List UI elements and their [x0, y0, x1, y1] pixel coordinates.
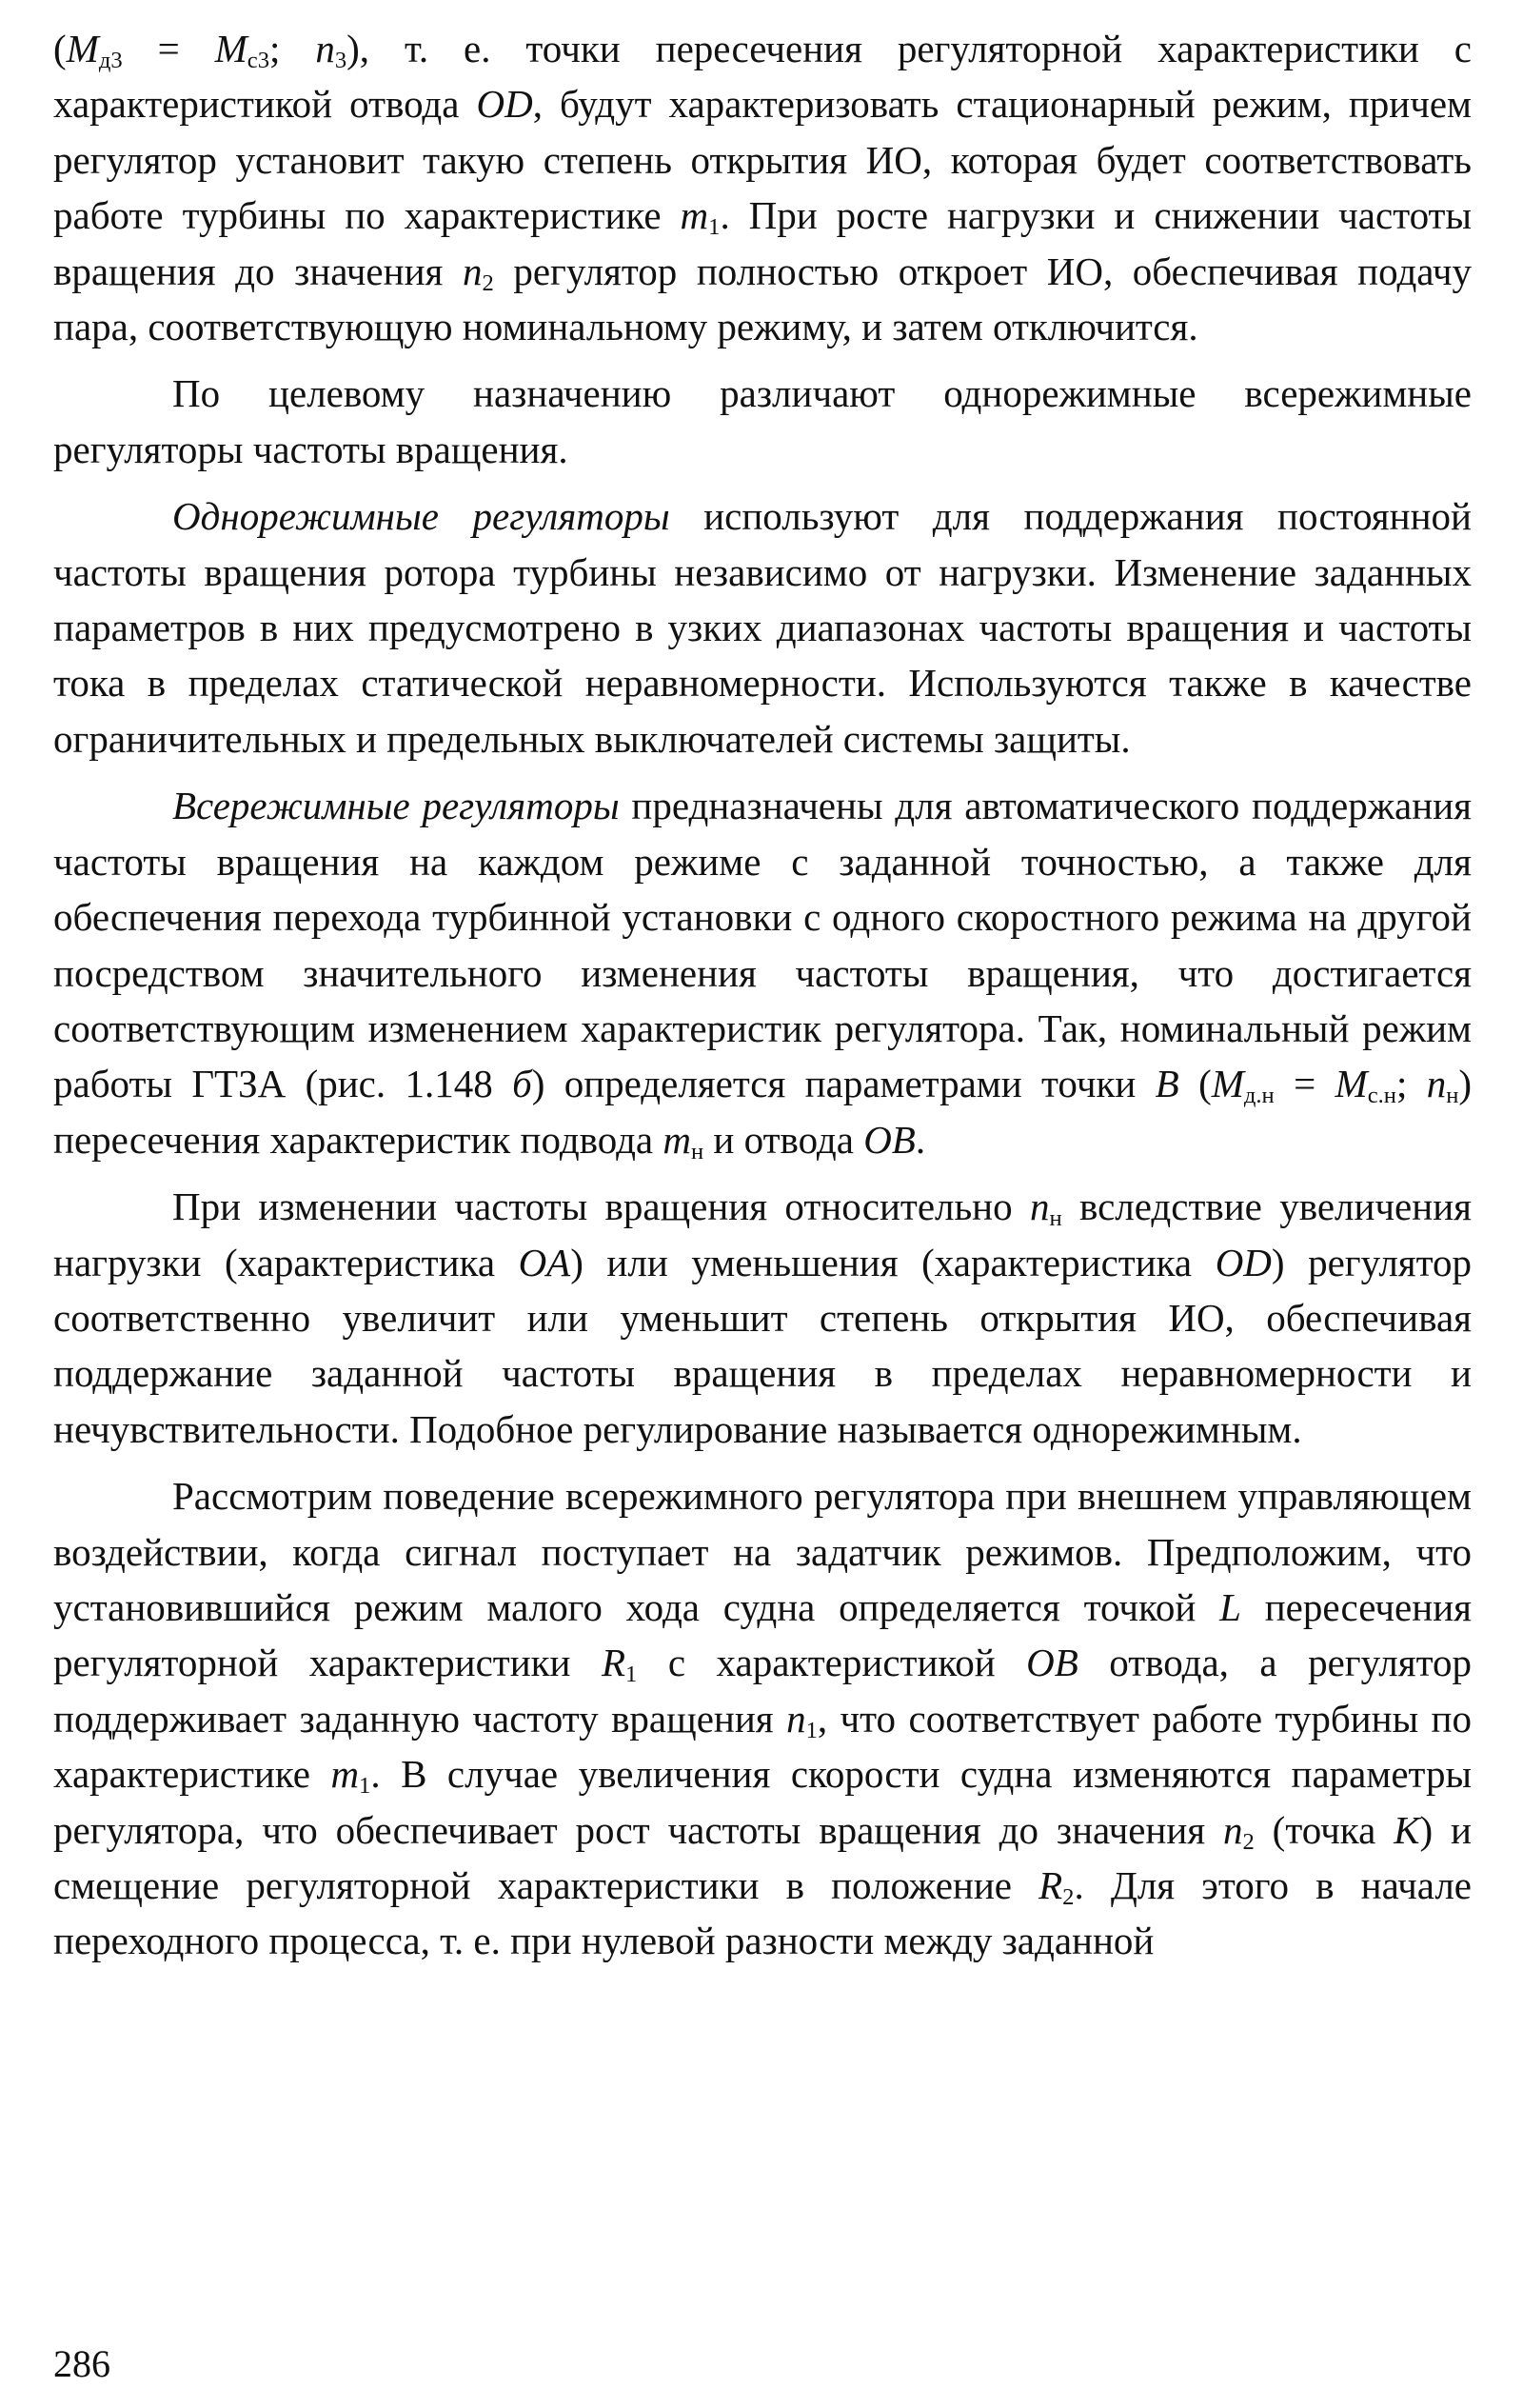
italic-text: L	[1219, 1584, 1241, 1629]
italic-text: n	[315, 27, 335, 70]
paragraph-single-mode	[53, 488, 1472, 766]
text-run: (	[1178, 1062, 1212, 1106]
italic-text: OB	[1026, 1641, 1078, 1685]
text-run: ) и смещение регуляторной характеристики в положение	[53, 1807, 1472, 1907]
text-run: ;	[1395, 1062, 1427, 1106]
italic-text: M	[66, 27, 99, 70]
subscript: с3	[247, 48, 270, 74]
subscript: с.н	[1367, 1083, 1396, 1109]
subscript: н	[1049, 1205, 1062, 1232]
italic-text: n	[786, 1696, 806, 1741]
text-run: пересечения регуляторной характеристики	[53, 1584, 1472, 1685]
subscript: 1	[625, 1662, 638, 1688]
subscript: д.н	[1243, 1083, 1275, 1109]
text-run: ) пересечения характеристик подвода	[53, 1062, 1473, 1162]
text-run: , будут характеризовать стационарный режим, причем регулятор установит такую степень открытия ИО, которая будет соответствовать работе турбины по характеристике	[53, 82, 1472, 238]
text-run: , что соответствует работе турбины по характеристике	[53, 1696, 1472, 1797]
text-run: ), т. е. точки пересечения регуляторной характеристики с характеристикой отвода	[53, 27, 1472, 127]
italic-text: Всережимные регуляторы	[172, 784, 620, 828]
italic-text: m	[663, 1117, 691, 1162]
subscript: 2	[1062, 1884, 1075, 1911]
text-run: ) регулятор соответственно увеличит или уменьшит степень открытия ИО, обеспечивая поддержание заданной частоты вращения в пределах неравномерности и нечувствительности. Подобное регулирование называется однорежимным.	[53, 1240, 1473, 1451]
page-number: 286	[53, 2342, 110, 2385]
italic-text: M	[214, 27, 247, 70]
text-run: ) или уменьшения (характеристика	[570, 1240, 1216, 1284]
italic-text: K	[1394, 1807, 1420, 1852]
italic-text: M	[1335, 1062, 1368, 1106]
text-run: с характеристикой	[637, 1641, 1027, 1685]
italic-text: OB	[863, 1117, 916, 1162]
paragraph-all-mode	[53, 778, 1472, 1167]
italic-text: n	[462, 249, 483, 293]
italic-text: OD	[476, 82, 533, 127]
subscript: н	[691, 1138, 704, 1164]
paragraph-external-control	[53, 1468, 1472, 1969]
text-run: =	[1274, 1062, 1335, 1106]
subscript: 2	[482, 269, 494, 296]
text-run: . При росте нагрузки и снижении частоты вращения до значения	[53, 193, 1472, 293]
italic-text: n	[1426, 1062, 1447, 1106]
italic-text: M	[1211, 1062, 1244, 1106]
italic-text: R	[1038, 1863, 1063, 1907]
paragraph-regulator-types	[53, 366, 1472, 477]
text-run: . Для этого в начале переходного процесса, т. е. при нулевой разности между заданной	[53, 1863, 1473, 1963]
subscript: 1	[708, 214, 721, 241]
text-run: вследствие увеличения нагрузки (характеристика	[53, 1184, 1472, 1284]
subscript: д3	[98, 48, 123, 74]
text-run: и отвода	[703, 1117, 864, 1162]
text-run: (	[53, 27, 67, 70]
italic-text: OD	[1215, 1240, 1272, 1284]
italic-text: б	[512, 1062, 532, 1106]
paragraph-speed-change	[53, 1179, 1472, 1457]
page-text	[53, 21, 1472, 1980]
text-run: При изменении частоты вращения относительно	[172, 1184, 1030, 1229]
subscript: 1	[359, 1773, 371, 1800]
text-run: .	[915, 1117, 926, 1162]
text-run: отвода, а регулятор поддерживает заданную частоту вращения	[53, 1641, 1472, 1741]
subscript: 1	[805, 1717, 818, 1743]
text-run: По целевому назначению различают однорежимные всережимные регуляторы частоты вращения.	[53, 371, 1472, 471]
italic-text: m	[330, 1752, 360, 1797]
italic-text: R	[602, 1641, 626, 1685]
text-run: регулятор полностью откроет ИО, обеспечивая подачу пара, соответствующую номинальному режиму, и затем отключится.	[53, 249, 1472, 349]
text-run: ;	[269, 27, 316, 70]
subscript: н	[1446, 1083, 1459, 1109]
italic-text: m	[680, 193, 709, 238]
text-run: ) определяется параметрами точки	[531, 1062, 1156, 1106]
italic-text: B	[1155, 1062, 1179, 1106]
text-run: =	[122, 27, 215, 70]
italic-text: OA	[518, 1240, 571, 1284]
italic-text: Однорежимные регуляторы	[172, 494, 670, 539]
text-run: Рассмотрим поведение всережимного регулятора при внешнем управляющем воздействии, когда сигнал поступает на задатчик режимов. Предположим, что установившийся режим малого хода судна определяется точкой	[53, 1474, 1472, 1629]
subscript: 3	[334, 48, 347, 74]
text-run: предназначены для автоматического поддержания частоты вращения на каждом режиме с заданной точностью, а также для обеспечения перехода турбинной установки с одного скоростного режима на другой посредством значительного изменения частоты вращения, что достигается соответствующим изменением характеристик регулятора. Так, номинальный режим работы ГТЗА (рис. 1.148	[53, 784, 1472, 1106]
text-run: (точка	[1254, 1807, 1394, 1852]
text-run: используют для поддержания постоянной частоты вращения ротора турбины независимо от нагрузки. Изменение заданных параметров в них предусмотрено в узких диапазонах частоты вращения и частоты тока в пределах статической неравномерности. Используются также в качестве ограничительных и предельных выключателей системы защиты.	[53, 494, 1472, 761]
subscript: 2	[1242, 1828, 1255, 1855]
text-run: . В случае увеличения скорости судна изменяются параметры регулятора, что обеспечивает рост частоты вращения до значения	[53, 1752, 1472, 1852]
paragraph-continuation	[53, 21, 1472, 354]
italic-text: n	[1223, 1807, 1243, 1852]
italic-text: n	[1029, 1184, 1050, 1229]
